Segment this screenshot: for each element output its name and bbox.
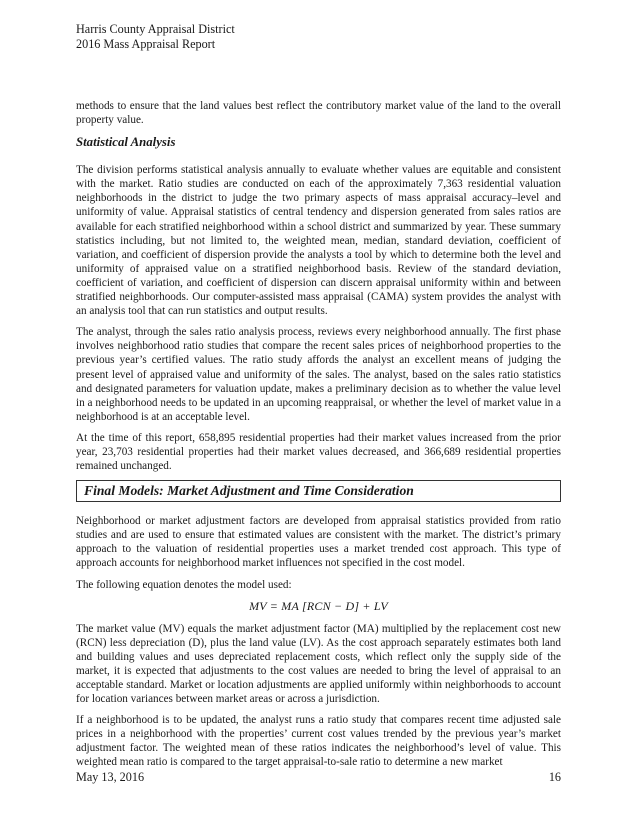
page-header <box>76 22 235 52</box>
statistical-analysis-paragraph-2: The analyst, through the sales ratio analysis process, reviews every neighborhood annually. The first phase involves neighborhood ratio studies that compare the recent sales prices of neighborhood properties to the previous year’s certified values. The ratio study affords the analyst an excellent means of judging the present level of appraised value and uniformity of the sales. The analyst, based on the sales ratio statistics and designated parameters for valuation update, makes a preliminary decision as to whether the value level in a neighborhood needs to be updated in an upcoming reappraisal, or whether the level of market value in a neighborhood is at an acceptable level. <box>76 326 561 423</box>
header-report-title: 2016 Mass Appraisal Report <box>76 37 216 51</box>
final-models-heading: Final Models: Market Adjustment and Time Consideration <box>76 480 561 502</box>
page-footer <box>76 770 561 785</box>
page-body <box>76 99 561 777</box>
final-models-paragraph-1: Neighborhood or market adjustment factors are developed from appraisal statistics provided from ratio studies and are used to ensure that estimated values are consistent with the market. The district’s primary approach to the valuation of residential properties uses a market trended cost approach. This type of approach accounts for neighborhood market influences not specified in the cost model. <box>76 515 561 570</box>
final-models-paragraph-4: If a neighborhood is to be updated, the analyst runs a ratio study that compares recent time adjusted sale prices in a neighborhood with the properties’ current cost values trended by the previous year’s market adjustment factor. The weighted mean of these ratios indicates the neighborhood’s level of value. This weighted mean ratio is compared to the target appraisal-to-sale ratio to determine a new market <box>76 714 561 769</box>
statistical-analysis-heading: Statistical Analysis <box>76 135 176 150</box>
final-models-paragraph-3: The market value (MV) equals the market adjustment factor (MA) multiplied by the replacement cost new (RCN) less depreciation (D), plus the land value (LV). As the cost approach separately estimates both land and building values and uses depreciated replacement costs, which reflect only the supply side of the market, it is expected that adjustments to the cost values are needed to bring the level of appraisal to an acceptable standard. Market or location adjustments are applied uniformly within neighborhoods to account for location variances between market areas or across a jurisdiction. <box>76 622 561 706</box>
model-equation: MV = MA [RCN − D] + LV <box>249 598 388 613</box>
intro-paragraph: methods to ensure that the land values best reflect the contributory market value of the land to the overall property value. <box>76 100 561 127</box>
page-number: 16 <box>548 770 561 784</box>
footer-date: May 13, 2016 <box>76 770 145 784</box>
statistical-analysis-paragraph-3: At the time of this report, 658,895 residential properties had their market values increased from the prior year, 23,703 residential properties had their market values decreased, and 366,689 residential properties remained unchanged. <box>76 431 561 473</box>
header-org: Harris County Appraisal District <box>76 22 235 36</box>
final-models-paragraph-2: The following equation denotes the model used: <box>76 578 292 591</box>
statistical-analysis-paragraph-1: The division performs statistical analysis annually to evaluate whether values are equitable and consistent with the market. Ratio studies are conducted on each of the approximately 7,363 residential valuation neighborhoods in the district to judge the two primary aspects of mass appraisal accuracy–level and uniformity of value. Appraisal statistics of central tendency and dispersion generated from sales ratios are available for each stratified neighborhood within a school district and summarized by year. These summary statistics including, but not limited to, the weighted mean, median, standard deviation, coefficient of variation, and coefficient of dispersion provide the analysts a tool by which to determine both the level and uniformity of appraised value on a stratified neighborhood basis. Review of the standard deviation, coefficient of variation, and coefficient of dispersion can discern appraisal uniformity within and between stratified neighborhoods. Our computer-assisted mass appraisal (CAMA) system provides the analyst with an analysis tool that can run statistics and output results. <box>76 164 561 318</box>
